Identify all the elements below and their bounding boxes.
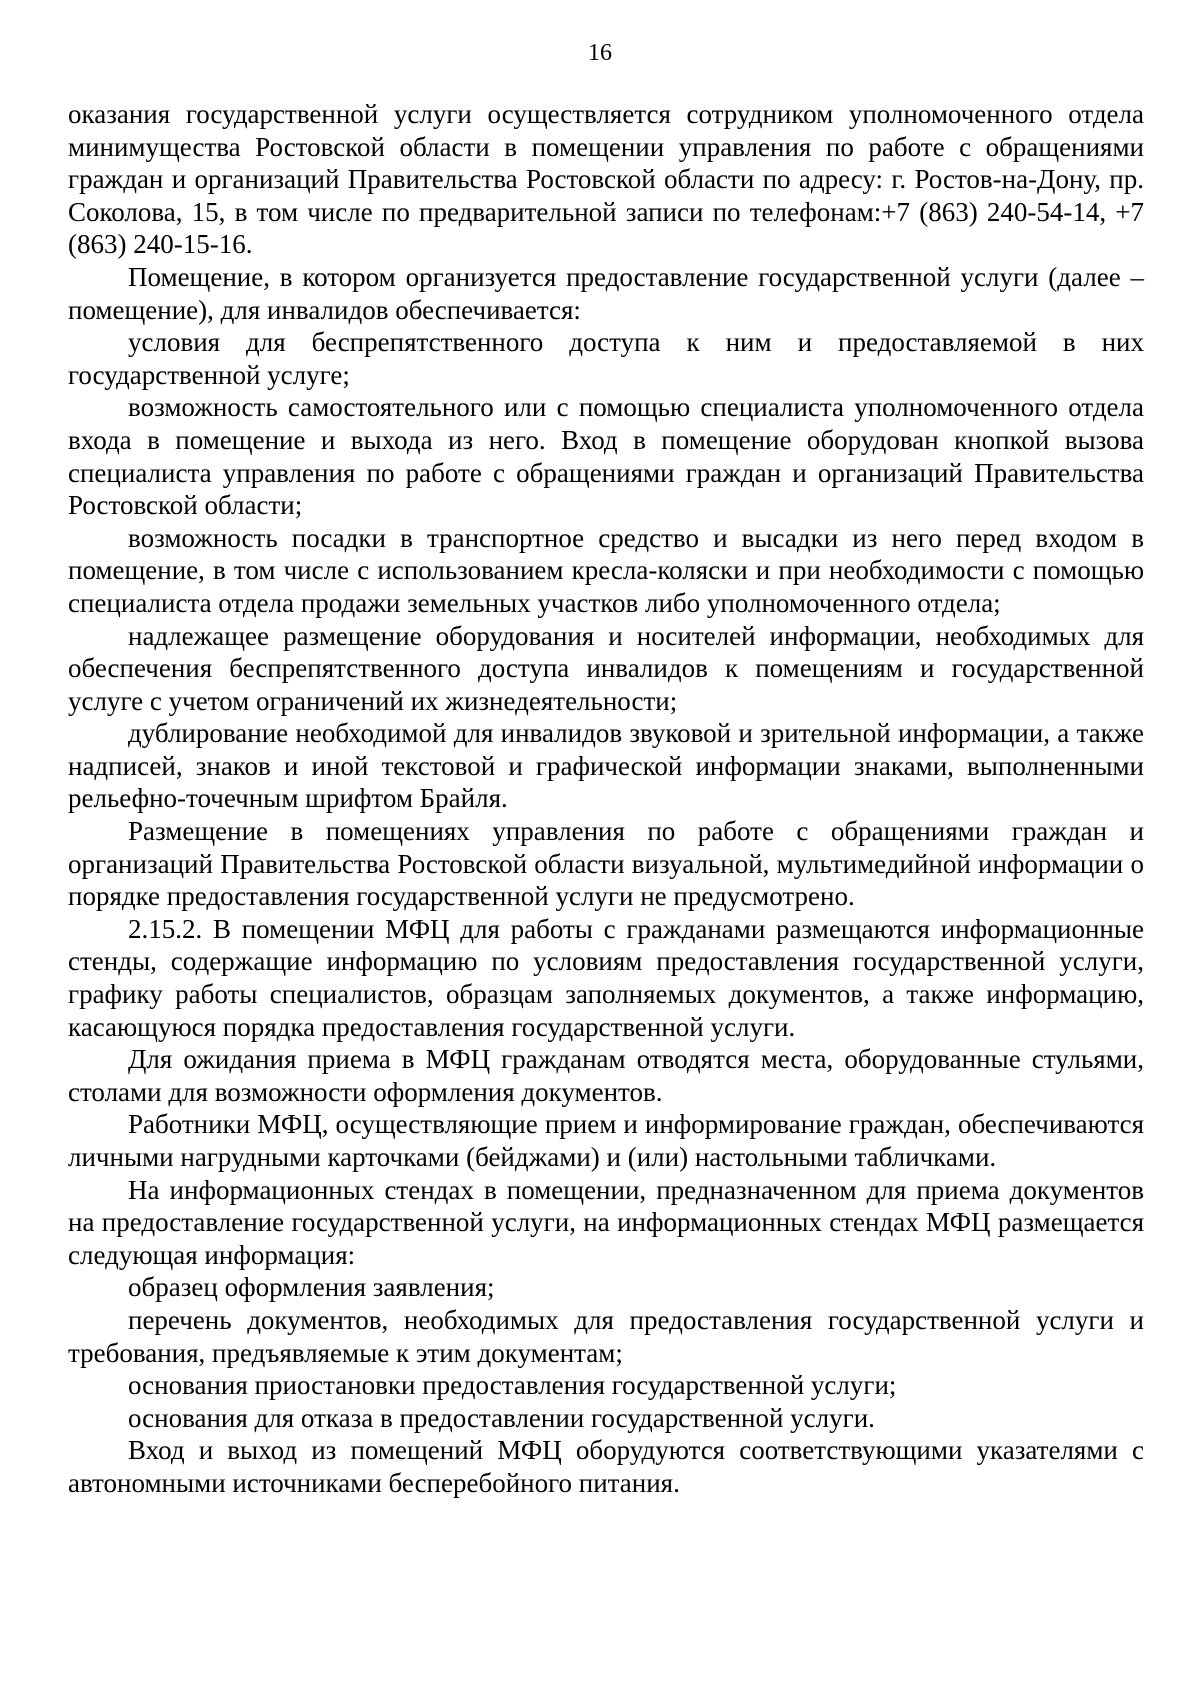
- list-item: образец оформления заявления;: [128, 1272, 495, 1303]
- paragraph: Вход и выход из помещений МФЦ оборудуются соответствующими указателями с автономными источниками бесперебойного питания.: [68, 1435, 1144, 1498]
- paragraph: дублирование необходимой для инвалидов звуковой и зрительной информации, а также надписей, знаков и иной текстовой и графической информации знаками, выполненными рельефно-точечным шрифтом Брайля.: [68, 718, 1144, 814]
- list-item: основания приостановки предоставления государственной услуги;: [128, 1370, 897, 1401]
- paragraph: Работники МФЦ, осуществляющие прием и информирование граждан, обеспечиваются личными нагрудными карточками (бейджами) и (или) настольными табличками.: [68, 1109, 1144, 1172]
- list-item: основания для отказа в предоставлении государственной услуги.: [128, 1402, 875, 1433]
- list-item: перечень документов, необходимых для предоставления государственной услуги и требования, предъявляемые к этим документам;: [68, 1304, 1144, 1368]
- paragraph: Размещение в помещениях управления по работе с обращениями граждан и организаций Правительства Ростовской области визуальной, мультимедийной информации о порядке предоставления государственной услуги не предусмотрено.: [68, 816, 1144, 912]
- document-body: [68, 98, 1144, 1500]
- paragraph: надлежащее размещение оборудования и носителей информации, необходимых для обеспечения беспрепятственного доступа инвалидов к помещениям и государственной услуге с учетом ограничений их жизнедеятельности;: [68, 620, 1144, 716]
- paragraph: возможность самостоятельного или с помощью специалиста уполномоченного отдела входа в помещение и выхода из него. Вход в помещение оборудован кнопкой вызова специалиста управления по работе с обращениями граждан и организаций Правительства Ростовской области;: [68, 392, 1144, 521]
- paragraph: Для ожидания приема в МФЦ гражданам отводятся места, оборудованные стульями, столами для возможности оформления документов.: [68, 1044, 1144, 1107]
- paragraph-section-2-15-2: 2.15.2. В помещении МФЦ для работы с гражданами размещаются информационные стенды, содержащие информацию по условиям предоставления государственной услуги, графику работы специалистов, образцам заполняемых документов, а также информацию, касающуюся порядка предоставления государственной услуги.: [68, 913, 1144, 1042]
- paragraph: возможность посадки в транспортное средство и высадки из него перед входом в помещение, в том числе с использованием кресла-коляски и при необходимости с помощью специалиста отдела продажи земельных участков либо уполномоченного отдела;: [68, 522, 1144, 618]
- paragraph: На информационных стендах в помещении, предназначенном для приема документов на предоставление государственной услуги, на информационных стендах МФЦ размещается следующая информация:: [68, 1174, 1144, 1270]
- paragraph-continuation: оказания государственной услуги осуществляется сотрудником уполномоченного отдела минимущества Ростовской области в помещении управления по работе с обращениями граждан и организаций Правительства Ростовской области по адресу: г. Ростов-на-Дону, пр. Соколова, 15, в том числе по предварительной записи по телефонам:+7 (863) 240-54-14, +7 (863) 240-15-16.: [68, 99, 1144, 260]
- paragraph: условия для беспрепятственного доступа к ним и предоставляемой в них государственной услуге;: [68, 327, 1144, 390]
- paragraph: Помещение, в котором организуется предоставление государственной услуги (далее – помещение), для инвалидов обеспечивается:: [68, 261, 1144, 325]
- page-number: 16: [588, 40, 612, 66]
